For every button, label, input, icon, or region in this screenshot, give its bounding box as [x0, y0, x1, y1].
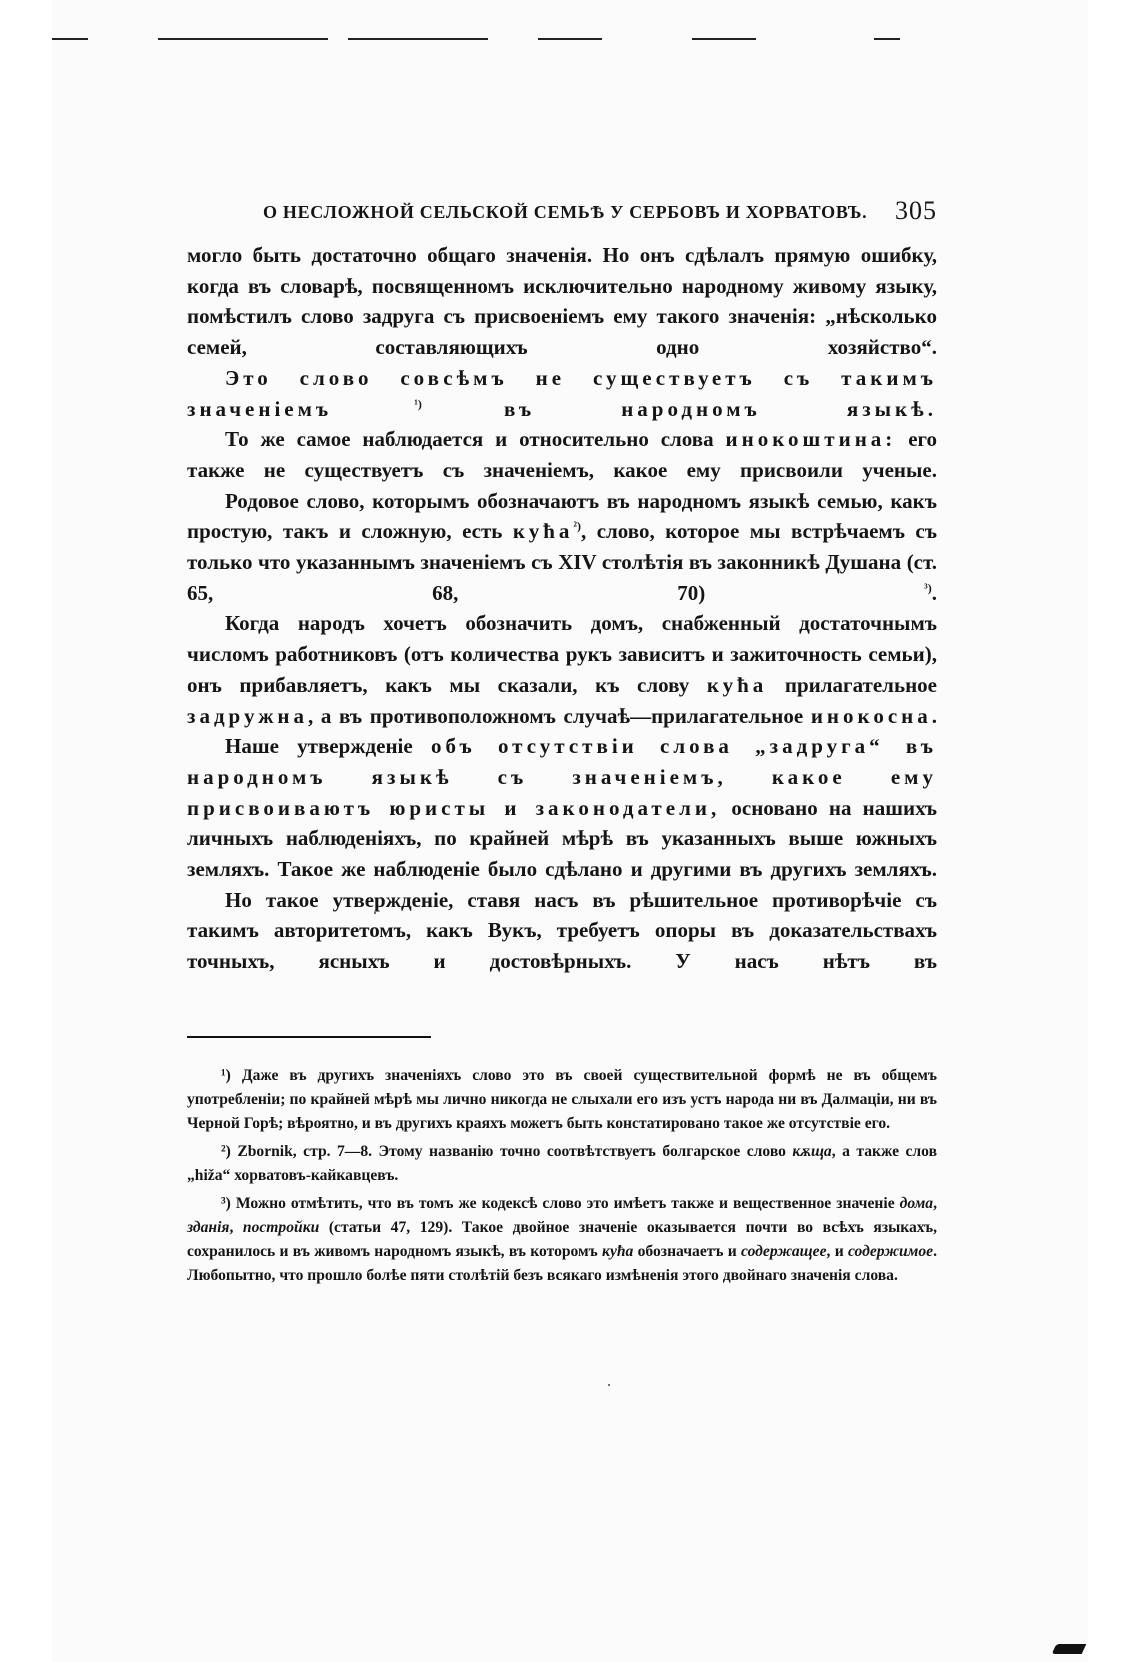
paragraph: Это слово совсѣмъ не существуетъ съ такимъ значеніемъ $^{^1)}$ въ народномъ языкѣ. [187, 365, 938, 421]
term: кућа [706, 672, 768, 697]
term: задружна [187, 703, 309, 728]
term: содержащее [741, 1243, 827, 1260]
footnote-ref: ¹) [414, 396, 422, 411]
term: кѫща [792, 1143, 832, 1160]
top-edge-rule [874, 38, 900, 40]
main-text [187, 240, 937, 977]
top-edge-rule [348, 38, 488, 40]
page-number: 305 [895, 196, 937, 225]
footnote-ref: ³) [924, 580, 932, 595]
scan-speck [608, 1384, 610, 1386]
running-head [187, 196, 937, 230]
term: кућа [512, 519, 574, 544]
paragraph: Но такое утвержденіе, ставя насъ въ рѣшительное противорѣчіе съ такимъ авторитетомъ, какъ Вукъ, требуетъ опоры въ доказательствахъ точныхъ, ясныхъ и достовѣрныхъ. У насъ нѣтъ въ [187, 887, 937, 974]
top-edge-rule [52, 38, 88, 40]
term: кућа [602, 1243, 634, 1260]
top-edge-rule [158, 38, 328, 40]
top-edge-rule [692, 38, 756, 40]
top-edge-rule [538, 38, 602, 40]
footnote: ¹) Даже въ другихъ значеніяхъ слово это въ своей существительной формѣ не въ общемъ употребленіи; по крайней мѣрѣ мы лично никогда не слыхали его изъ устъ народа ни въ Далмаціи, ни въ Черной Горѣ; вѣроятно, и въ другихъ краяхъ можетъ быть констатировано такое же отсутствіе его. [187, 1067, 937, 1132]
term: инокоштина: [725, 427, 897, 452]
term: постройки [242, 1219, 320, 1236]
footnote-rule [187, 1036, 431, 1038]
term: содержимое [847, 1243, 934, 1260]
paragraph: Родовое слово, которымъ обозначаютъ въ народномъ языкѣ семью, какъ простую, такъ и сложную, есть кућа$^{^2)}$, слово, которое мы встрѣчаемъ съ только что указаннымъ значеніемъ съ XIV столѣтія въ законникѣ Душана (ст. 65, 68, 70) $^{^3)}$. [187, 488, 937, 605]
term: инокосна [810, 703, 932, 728]
running-title: О НЕСЛОЖНОЙ СЕЛЬСКОЙ СЕМЬѢ У СЕРБОВЪ И ХОРВАТОВЪ. [263, 202, 868, 222]
paragraph: То же самое наблюдается и относительно слова инокоштина: его также не существуетъ съ значеніемъ, какое ему присвоили ученые. [187, 427, 938, 482]
scan-mark [1052, 1644, 1087, 1654]
footnotes [187, 1064, 937, 1292]
footnote: ³) Можно отмѣтить, что въ томъ же кодексѣ слово это имѣетъ также и вещественное значеніе дома, зданія, постройки (статьи 47, 129). Такое двойное значеніе оказывается почти во всѣхъ языкахъ, сохранилось и въ живомъ народномъ языкѣ, въ которомъ кућа обозначаетъ и содержащее, и содержимое. Любопытно, что прошло болѣе пяти столѣтій безъ всякаго измѣненія этого двойнаго значенія слова. [187, 1195, 938, 1284]
spaced-phrase: объ отсутствіи слова „задруга“ въ народномъ языкѣ съ значеніемъ, какое ему присвоиваютъ юристы и законодатели, [187, 734, 937, 820]
term: дома [899, 1195, 934, 1212]
paragraph: могло быть достаточно общаго значенія. Но онъ сдѣлалъ прямую ошибку, когда въ словарѣ, посвященномъ исключительно народному живому языку, помѣстилъ слово задруга съ присвоеніемъ ему такого значенія: „нѣсколько семей, составляющихъ одно хозяйство“. [187, 243, 937, 360]
paragraph: Когда народъ хочетъ обозначить домъ, снабженный достаточнымъ числомъ работниковъ (отъ количества рукъ зависитъ и зажиточность семьи), онъ прибавляетъ, какъ мы сказали, къ слову кућа прилагательное задружна, а въ противоположномъ случаѣ—прилагательное инокосна. [187, 611, 938, 728]
paragraph: Наше утвержденіе объ отсутствіи слова „задруга“ въ народномъ языкѣ съ значеніемъ, какое ему присвоиваютъ юристы и законодатели, основано на нашихъ личныхъ наблюденіяхъ, по крайней мѣрѣ въ указанныхъ выше южныхъ земляхъ. Такое же наблюденіе было сдѣлано и другими въ другихъ земляхъ. [187, 734, 938, 882]
footnote: ²) Zbornik, стр. 7—8. Этому названію точно соотвѣтствуетъ болгарское слово кѫща, а также слов „hiža“ хорватовъ-кайкавцевъ. [187, 1143, 937, 1184]
term: зданія [187, 1219, 230, 1236]
footnote-ref: ²) [573, 519, 581, 534]
